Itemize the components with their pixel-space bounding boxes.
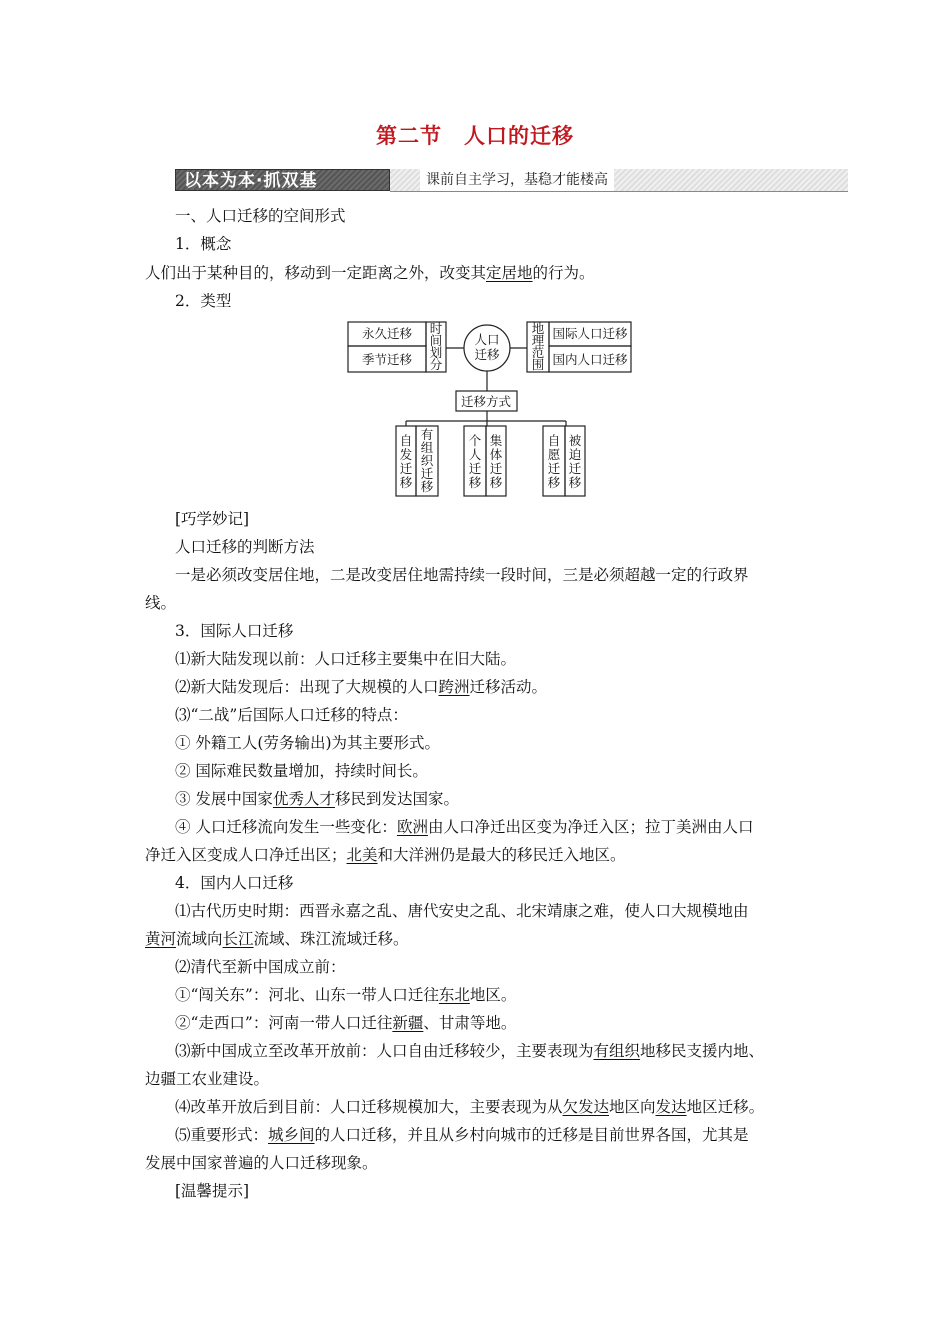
migration-type-diagram (340, 318, 640, 502)
diagram-spontaneous-4: 移 (399, 475, 413, 490)
dom-item-3-line2: 边疆工农业建设。 (145, 1070, 270, 1088)
diagram-organized-4: 迁 (420, 466, 434, 481)
diagram-forced-4: 移 (568, 475, 582, 490)
banner-subtitle: 课前自主学习，基稳才能楼高 (420, 169, 614, 191)
diagram-geo-label-1: 地 (531, 321, 545, 336)
diagram-time-item-2: 季节迁移 (361, 352, 413, 367)
diagram-voluntary-3: 迁 (547, 461, 561, 476)
diagram-spontaneous-2: 发 (399, 447, 413, 462)
diagram-voluntary-2: 愿 (547, 447, 561, 462)
dom-item-1-line2: 黄河流域向长江流域、珠江流域迁移。 (145, 930, 409, 948)
diagram-forced-2: 迫 (568, 447, 582, 462)
diagram-geo-item-1: 国际人口迁移 (552, 326, 628, 341)
diagram-individual-3: 迁 (468, 461, 482, 476)
diagram-collective-3: 迁 (489, 461, 503, 476)
tip-heading-reminder: [温馨提示] (175, 1182, 250, 1200)
subheading-concept: 1．概念 (175, 235, 232, 253)
diagram-geo-label-3: 范 (531, 345, 545, 360)
diagram-voluntary-1: 自 (547, 433, 561, 448)
intl-item-3b: ② 国际难民数量增加，持续时间长。 (175, 762, 428, 780)
diagram-individual-1: 个 (468, 433, 482, 448)
page-title: 第二节 人口的迁移 (376, 124, 574, 148)
diagram-voluntary-4: 移 (547, 475, 561, 490)
section-banner (175, 167, 848, 193)
diagram-organized-3: 织 (420, 453, 434, 468)
diagram-center-2: 迁移 (474, 347, 500, 362)
dom-item-4: ⑷改革开放后到目前：人口迁移规模加大，主要表现为从欠发达地区向发达地区迁移。 (175, 1098, 765, 1116)
dom-item-2: ⑵清代至新中国成立前： (175, 958, 346, 976)
diagram-individual-2: 人 (468, 447, 482, 462)
diagram-method: 迁移方式 (460, 394, 512, 409)
diagram-organized-1: 有 (420, 427, 434, 442)
intl-item-3c: ③ 发展中国家优秀人才移民到发达国家。 (175, 790, 459, 808)
tip-heading-memory: [巧学妙记] (175, 510, 250, 528)
diagram-center-1: 人口 (474, 332, 500, 347)
dom-item-1-line1: ⑴古代历史时期：西晋永嘉之乱、唐代安史之乱、北宋靖康之难，使人口大规模地由 (175, 902, 749, 920)
intl-item-3a: ① 外籍工人(劳务输出)为其主要形式。 (175, 734, 441, 752)
diagram-time-label-1: 时 (429, 321, 443, 336)
intl-item-3: ⑶“二战”后国际人口迁移的特点： (175, 706, 408, 724)
diagram-time-label-2: 间 (429, 333, 443, 348)
dom-item-5-line1: ⑸重要形式：城乡间的人口迁移，并且从乡村向城市的迁移是目前世界各国，尤其是 (175, 1126, 749, 1144)
diagram-time-item-1: 永久迁移 (361, 326, 413, 341)
diagram-spontaneous-1: 自 (399, 433, 413, 448)
diagram-collective-2: 体 (489, 447, 503, 462)
intl-item-2: ⑵新大陆发现后：出现了大规模的人口跨洲迁移活动。 (175, 678, 548, 696)
diagram-geo-item-2: 国内人口迁移 (552, 352, 628, 367)
diagram-collective-4: 移 (489, 475, 503, 490)
diagram-time-label-3: 划 (429, 345, 443, 360)
diagram-geo-label-2: 理 (531, 333, 545, 348)
intl-item-3d-line2: 净迁入区变成人口净迁出区；北美和大洋洲仍是最大的移民迁入地区。 (145, 846, 626, 864)
banner-label: 以本为本·抓双基 (175, 169, 390, 191)
diagram-forced-1: 被 (568, 433, 582, 448)
dom-item-3-line1: ⑶新中国成立至改革开放前：人口自由迁移较少，主要表现为有组织地移民支援内地、 (175, 1042, 765, 1060)
concept-text: 人们出于某种目的，移动到一定距离之外，改变其定居地的行为。 (145, 264, 595, 282)
subheading-domestic: 4．国内人口迁移 (175, 874, 294, 892)
diagram-organized-5: 移 (420, 479, 434, 494)
intl-item-1: ⑴新大陆发现以前：人口迁移主要集中在旧大陆。 (175, 650, 517, 668)
diagram-collective-1: 集 (489, 433, 503, 448)
dom-item-2a: ①“闯关东”：河北、山东一带人口迁往东北地区。 (175, 986, 517, 1004)
diagram-organized-2: 组 (420, 440, 434, 455)
diagram-individual-4: 移 (468, 475, 482, 490)
diagram-geo-label-4: 围 (531, 357, 545, 372)
diagram-forced-3: 迁 (568, 461, 582, 476)
diagram-spontaneous-3: 迁 (399, 461, 413, 476)
dom-item-5-line2: 发展中国家普遍的人口迁移现象。 (145, 1154, 378, 1172)
tip-body-line2: 线。 (145, 594, 177, 612)
subheading-international: 3．国际人口迁移 (175, 622, 294, 640)
tip-body-line1: 一是必须改变居住地，二是改变居住地需持续一段时间，三是必须超越一定的行政界 (175, 566, 749, 584)
subheading-types: 2．类型 (175, 292, 232, 310)
diagram-time-label-4: 分 (429, 357, 443, 372)
section-heading: 一、人口迁移的空间形式 (175, 207, 346, 225)
intl-item-3d-line1: ④ 人口迁移流向发生一些变化：欧洲由人口净迁出区变为净迁入区；拉丁美洲由人口 (175, 818, 754, 836)
tip-title: 人口迁移的判断方法 (175, 538, 315, 556)
dom-item-2b: ②“走西口”：河南一带人口迁往新疆、甘肃等地。 (175, 1014, 517, 1032)
